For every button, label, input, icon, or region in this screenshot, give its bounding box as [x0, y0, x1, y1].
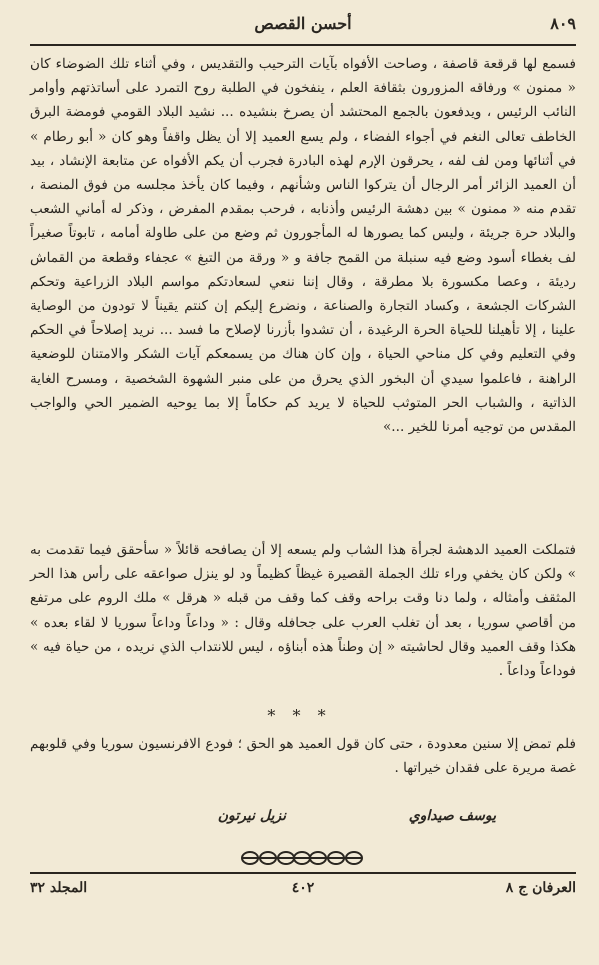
footer-journal-issue: العرفان ج ٨	[505, 880, 576, 896]
footer-volume: المجلد ٣٢	[30, 880, 88, 896]
footer-rule	[30, 872, 576, 874]
author-location: نزيل نيرتون	[217, 808, 286, 824]
paragraph-text: فسمع لها قرقعة قاصفة ، وصاحت الأفواه بآيات الترحيب والتقديس ، وفي أثناء تلك الضوضاء كان « ممنون » ورفاقه المزورون بثقافة العلم ، ينفخون في الطلبة روح التمرد على أساتذتهم وأوامر النائب الرئيس ، ويدفعون بالجمع المحتشد أن يصرخ بنشيده ... نشيد البلاد القومي فومضة البرق الخاطف تعالى النغم في أجواء الفضاء ، ولم يسع العميد إلا أن يظل واقفاً وهو كان « أبو رطام » في أثنائها ومن لف لفه ، يحرقون الإرم لهذه البادرة فجرب أن يكم الأفواه عن متابعة الإنشاد ، بيد أن العميد الزائر أمر الرجال أن يتركوا الناس وشأنهم ، وفيما كان يأخذ مجلسه من فوق المنصة ، تقدم منه « ممنون » بين دهشة الرئيس وأذنابه ، فرحب بمقدم المفرض ، وذكر له أماني الشعب والبلاد حرة جريئة ، وليس كما يصورها له المأجورون ثم وضع من على طاولة أمامه ، تابوتاً صغيراً لف بغطاء أسود وضع فيه سنبلة من القمح جافة و « ورقة من التبغ » عجفاء وقطعة من القماش رديئة ، وعصا مكسورة بلا مطرقة ، وقال إننا ننعي لسعادتكم مواسم البلاد الزراعية وتحكم الشركات الجشعة ، وكساد التجارة والصناعة ، ونضرع إليكم إن كنتم يقيناً لا تودون من الوصاية علينا ، إلا تأهيلنا للحياة الحرة الرغيدة ، أن تشدوا بأزرنا لإصلاح ما فسد ... نريد إصلاحاً في الحكم وفي التعليم وفي كل مناحي الحياة ، وإن كان هناك من يسمعكم آيات الشكر والامتنان للوضعية الراهنة ، فاعلموا سيدي أن البخور الذي يحرق من على منبر الشهوة الشخصية ، ومسرح الغاية الذاتية ، والشباب الحر المتوثب للحياة لا يريد كم حكاماً إلا بما يوحيه الضمير الحي والواجب المقدس من توجيه أمرنا للخير ...»	[30, 56, 576, 436]
paragraph-2	[30, 538, 576, 683]
ornament-divider	[240, 848, 364, 868]
paragraph-text: فتملكت العميد الدهشة لجرأة هذا الشاب ولم يسعه إلا أن يصافحه قائلاً « سأحقق فيما تقدمت به » ولكن كان يخفي وراء تلك الجملة القصيرة غيظاً كظيماً ود لو ينزل صواعقه على رأس هذا الحر المثقف وأمثاله ، ولما دنا وقت براحه وقف كما وقف من قبله « هرقل » ملك الروم على مرتفع من أقاصي سوريا ، بعد أن تغلب العرب على جحافله وقال : « وداعاً وداعاً سوريا لا لقاء بعده » هكذا وقف العميد وقال لحاشيته « إن وطناً هذه أبناؤه ، ليس للانتداب الذي نريده ، من حياة فيه » فوداعاً وداعاً .	[30, 542, 576, 680]
author-signature: يوسف صيداوي	[408, 808, 496, 824]
paragraph-text: فلم تمض إلا سنين معدودة ، حتى كان قول العميد هو الحق ؛ فودع الافرنسيون سوريا وفي قلوبهم غصة مريرة على فقدان خيراتها .	[30, 736, 576, 777]
paragraph-3	[30, 732, 576, 780]
footer-page-number: ٤٠٢	[291, 880, 315, 896]
paragraph-1	[30, 52, 576, 439]
header-title: أحسن القصص	[254, 14, 352, 33]
header-page-number: ٨٠٩	[550, 14, 576, 33]
page-header	[30, 6, 576, 46]
header-rule	[30, 44, 576, 46]
section-separator: * * *	[267, 706, 332, 725]
signature-block	[30, 808, 576, 832]
page-footer	[30, 880, 576, 904]
